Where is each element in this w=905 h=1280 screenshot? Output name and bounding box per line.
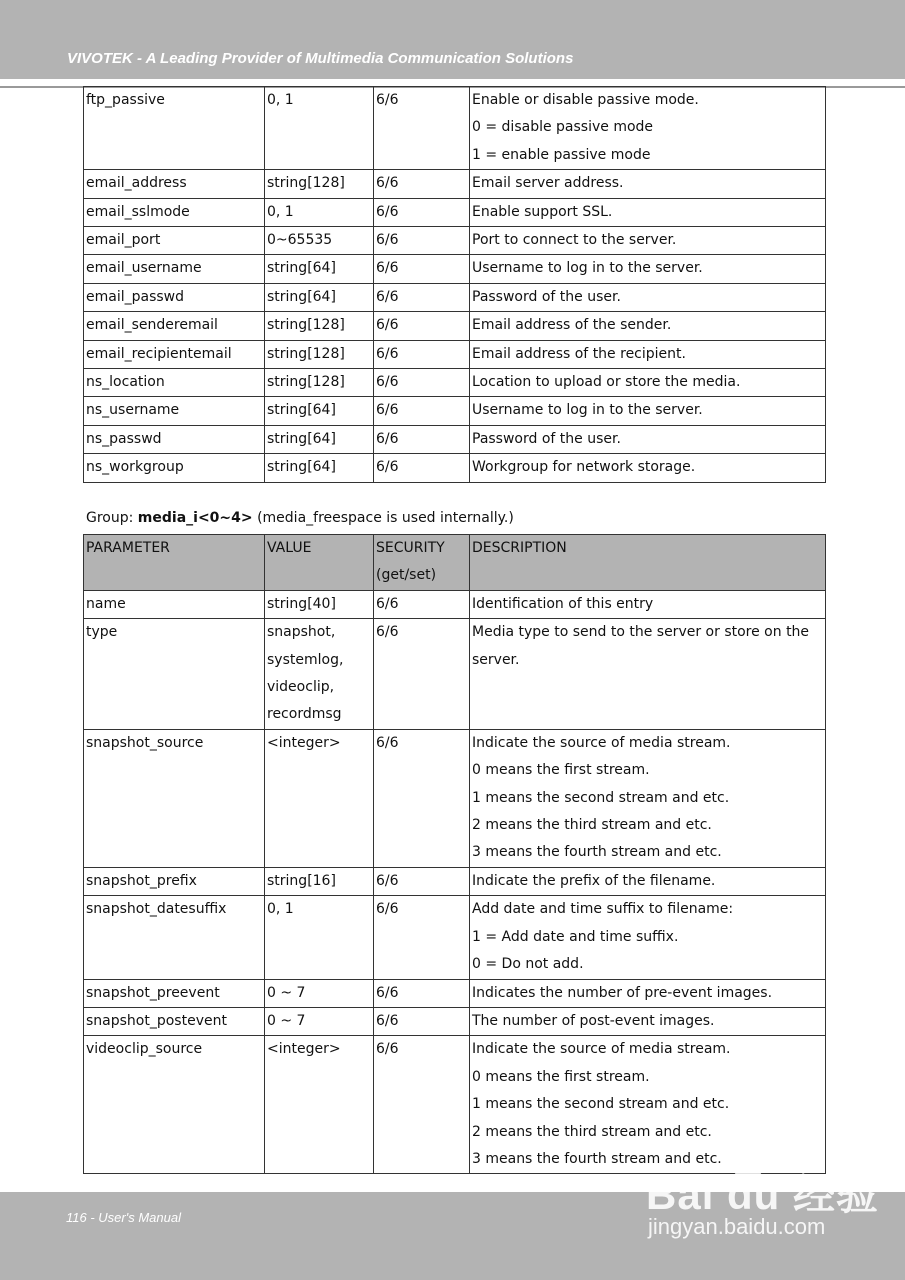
cell-security: 6/6 (374, 255, 470, 283)
value-line: string[64] (267, 430, 336, 447)
value-line: videoclip, (267, 679, 335, 696)
cell-description (470, 170, 826, 198)
description-line: The number of post-event images. (472, 1012, 715, 1029)
table-row (84, 170, 826, 198)
cell-value (265, 590, 374, 618)
description-line: Indicate the prefix of the filename. (472, 872, 716, 889)
header-security-line2: (get/set) (376, 567, 437, 584)
parameter-table-2 (83, 534, 826, 1174)
cell-description (470, 255, 826, 283)
table-row (84, 198, 826, 226)
cell-description (470, 590, 826, 618)
description-line: 3 means the fourth stream and etc. (472, 844, 722, 861)
table-row (84, 729, 826, 867)
value-line: string[128] (267, 317, 345, 334)
cell-description (470, 312, 826, 340)
description-line: Location to upload or store the media. (472, 374, 741, 391)
cell-description (470, 283, 826, 311)
value-line: <integer> (267, 734, 341, 751)
table-row (84, 227, 826, 255)
description-line: 0 means the first stream. (472, 1068, 650, 1085)
cell-value (265, 227, 374, 255)
cell-value (265, 867, 374, 895)
page-header (0, 0, 905, 79)
cell-value (265, 87, 374, 170)
cell-value (265, 369, 374, 397)
cell-security: 6/6 (374, 425, 470, 453)
cell-description (470, 454, 826, 482)
table-header-row (84, 535, 826, 591)
cell-security: 6/6 (374, 340, 470, 368)
cell-security: 6/6 (374, 454, 470, 482)
description-line: Indicate the source of media stream. (472, 734, 731, 751)
value-line: string[64] (267, 260, 336, 277)
cell-security: 6/6 (374, 1036, 470, 1174)
table-row (84, 619, 826, 730)
description-line: server. (472, 651, 520, 668)
watermark-logo: Bai du 经验 (646, 1171, 880, 1218)
description-line: Email server address. (472, 175, 624, 192)
description-line: 0 = disable passive mode (472, 119, 654, 136)
cell-security: 6/6 (374, 729, 470, 867)
cell-parameter: email_sslmode (84, 198, 265, 226)
cell-description (470, 425, 826, 453)
header-security (374, 535, 470, 591)
description-line: Email address of the recipient. (472, 345, 686, 362)
description-line: 0 = Do not add. (472, 956, 584, 973)
table-row (84, 1007, 826, 1035)
cell-parameter: email_senderemail (84, 312, 265, 340)
cell-security: 6/6 (374, 198, 470, 226)
table-row (84, 397, 826, 425)
table-row (84, 425, 826, 453)
description-line: 0 means the first stream. (472, 762, 650, 779)
cell-security: 6/6 (374, 1007, 470, 1035)
description-line: Indicate the source of media stream. (472, 1041, 731, 1058)
cell-value (265, 454, 374, 482)
cell-parameter: email_passwd (84, 283, 265, 311)
header-title: VIVOTEK - A Leading Provider of Multimedia Communication Solutions (67, 50, 574, 67)
table-row (84, 896, 826, 979)
value-line: string[40] (267, 595, 336, 612)
description-line: 1 means the second stream and etc. (472, 789, 730, 806)
cell-value (265, 619, 374, 730)
description-line: Media type to send to the server or store on the (472, 624, 810, 641)
cell-parameter: snapshot_source (84, 729, 265, 867)
cell-description (470, 867, 826, 895)
cell-parameter: email_address (84, 170, 265, 198)
table-row (84, 312, 826, 340)
cell-value (265, 170, 374, 198)
cell-value (265, 1036, 374, 1174)
description-line: 1 means the second stream and etc. (472, 1096, 730, 1113)
table-row (84, 454, 826, 482)
description-line: 2 means the third stream and etc. (472, 1123, 712, 1140)
header-description: DESCRIPTION (470, 535, 826, 591)
value-line: string[128] (267, 374, 345, 391)
cell-parameter: videoclip_source (84, 1036, 265, 1174)
cell-security: 6/6 (374, 283, 470, 311)
value-line: 0, 1 (267, 203, 294, 220)
cell-security: 6/6 (374, 369, 470, 397)
cell-security: 6/6 (374, 312, 470, 340)
cell-value (265, 312, 374, 340)
cell-description (470, 87, 826, 170)
footer-page-label: 116 - User's Manual (66, 1210, 181, 1225)
group-name: media_i<0~4> (137, 510, 253, 526)
cell-description (470, 896, 826, 979)
value-line: string[128] (267, 175, 345, 192)
value-line: 0, 1 (267, 901, 294, 918)
value-line: 0 ~ 7 (267, 1012, 306, 1029)
value-line: 0~65535 (267, 232, 333, 249)
table-row (84, 255, 826, 283)
cell-description (470, 227, 826, 255)
description-line: 1 = Add date and time suffix. (472, 928, 679, 945)
cell-security: 6/6 (374, 619, 470, 730)
table-row (84, 979, 826, 1007)
cell-parameter: ns_workgroup (84, 454, 265, 482)
cell-parameter: ftp_passive (84, 87, 265, 170)
cell-value (265, 283, 374, 311)
cell-parameter: email_port (84, 227, 265, 255)
table-row (84, 590, 826, 618)
description-line: 2 means the third stream and etc. (472, 817, 712, 834)
cell-description (470, 1007, 826, 1035)
cell-value (265, 896, 374, 979)
value-line: snapshot, (267, 624, 336, 641)
description-line: 3 means the fourth stream and etc. (472, 1150, 722, 1167)
cell-description (470, 397, 826, 425)
cell-value (265, 340, 374, 368)
description-line: Password of the user. (472, 430, 621, 447)
parameter-table-1 (83, 86, 826, 483)
cell-security: 6/6 (374, 979, 470, 1007)
cell-parameter: name (84, 590, 265, 618)
cell-value (265, 397, 374, 425)
description-line: Enable support SSL. (472, 203, 613, 220)
header-security-line1: SECURITY (376, 540, 445, 556)
cell-parameter: snapshot_prefix (84, 867, 265, 895)
cell-parameter: snapshot_postevent (84, 1007, 265, 1035)
cell-security: 6/6 (374, 227, 470, 255)
description-line: Password of the user. (472, 288, 621, 305)
cell-value (265, 198, 374, 226)
table-row (84, 340, 826, 368)
cell-value (265, 425, 374, 453)
value-line: string[128] (267, 345, 345, 362)
value-line: string[16] (267, 872, 336, 889)
cell-parameter: email_username (84, 255, 265, 283)
cell-parameter: snapshot_datesuffix (84, 896, 265, 979)
description-line: Email address of the sender. (472, 317, 672, 334)
cell-description (470, 340, 826, 368)
table-row (84, 867, 826, 895)
group-prefix: Group: (86, 510, 138, 526)
description-line: Indicates the number of pre-event images. (472, 984, 773, 1001)
cell-parameter: type (84, 619, 265, 730)
cell-parameter: ns_passwd (84, 425, 265, 453)
cell-description (470, 729, 826, 867)
description-line: Username to log in to the server. (472, 260, 703, 277)
description-line: Workgroup for network storage. (472, 459, 696, 476)
cell-value (265, 1007, 374, 1035)
table-row (84, 1036, 826, 1174)
value-line: 0 ~ 7 (267, 984, 306, 1001)
header-parameter: PARAMETER (84, 535, 265, 591)
cell-description (470, 198, 826, 226)
cell-security: 6/6 (374, 867, 470, 895)
group-note: (media_freespace is used internally.) (252, 510, 514, 526)
table-row (84, 283, 826, 311)
description-line: Username to log in to the server. (472, 402, 703, 419)
cell-security: 6/6 (374, 590, 470, 618)
table-row (84, 369, 826, 397)
cell-security: 6/6 (374, 896, 470, 979)
description-line: Identification of this entry (472, 595, 654, 612)
group-caption (86, 510, 514, 526)
cell-security: 6/6 (374, 170, 470, 198)
value-line: recordmsg (267, 706, 342, 723)
table-row (84, 87, 826, 170)
cell-parameter: snapshot_preevent (84, 979, 265, 1007)
cell-security: 6/6 (374, 87, 470, 170)
description-line: 1 = enable passive mode (472, 146, 651, 163)
description-line: Port to connect to the server. (472, 232, 677, 249)
cell-security: 6/6 (374, 397, 470, 425)
cell-parameter: ns_location (84, 369, 265, 397)
cell-description (470, 979, 826, 1007)
value-line: string[64] (267, 288, 336, 305)
cell-value (265, 979, 374, 1007)
value-line: string[64] (267, 402, 336, 419)
cell-description (470, 369, 826, 397)
watermark-url: jingyan.baidu.com (648, 1214, 826, 1239)
cell-parameter: email_recipientemail (84, 340, 265, 368)
cell-value (265, 729, 374, 867)
value-line: string[64] (267, 459, 336, 476)
description-line: Enable or disable passive mode. (472, 92, 699, 108)
cell-parameter: ns_username (84, 397, 265, 425)
description-line: Add date and time suffix to filename: (472, 901, 734, 918)
value-line: <integer> (267, 1041, 341, 1058)
cell-value (265, 255, 374, 283)
header-value: VALUE (265, 535, 374, 591)
value-line: 0, 1 (267, 92, 294, 108)
value-line: systemlog, (267, 651, 344, 668)
cell-description (470, 619, 826, 730)
